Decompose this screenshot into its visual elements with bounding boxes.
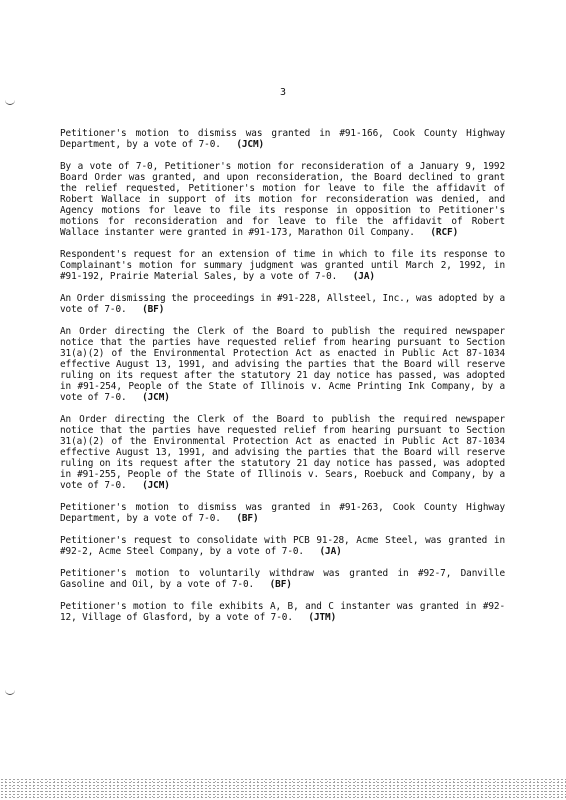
- entry-initials: (JCM): [142, 480, 170, 491]
- entry-text: An Order dismissing the proceedings in #91-228, Allsteel, Inc., was adopted by a vote of 7-0.: [60, 293, 505, 315]
- minutes-entry: [60, 535, 505, 557]
- entry-initials: (JA): [319, 546, 342, 557]
- entry-initials: (BF): [142, 304, 165, 315]
- entry-initials: (BF): [236, 513, 259, 524]
- minutes-body: [60, 128, 505, 634]
- minutes-entry: [60, 326, 505, 403]
- entry-initials: (JCM): [142, 392, 170, 403]
- minutes-entry: [60, 568, 505, 590]
- minutes-entry: [60, 161, 505, 238]
- entry-text: An Order directing the Clerk of the Board to publish the required newspaper notice that the parties have requested relief from hearing pursuant to Section 31(a)(2) of the Environmental Protection Act as enacted in Public Act 87-1034 effective August 13, 1991, and advising the parties that the Board will reserve ruling on its request after the statutory 21 day notice has passed, was adopted in #91-254, People of the State of Illinois v. Acme Printing Ink Company, by a vote of 7-0.: [60, 326, 505, 403]
- minutes-entry: [60, 249, 505, 282]
- entry-initials: (BF): [269, 579, 292, 590]
- scan-mark: [5, 100, 15, 105]
- entry-initials: (JCM): [236, 139, 265, 150]
- entry-initials: (JA): [352, 271, 375, 282]
- entry-text: Petitioner's motion to dismiss was granted in #91-166, Cook County Highway Department, by a vote of 7-0.: [60, 128, 505, 150]
- scan-mark: [5, 690, 15, 695]
- entry-text: By a vote of 7-0, Petitioner's motion for reconsideration of a January 9, 1992 Board Order was granted, and upon reconsideration, the Board declined to grant the relief requested, Petitioner's motion for leave to file the affidavit of Robert Wallace in support of its motion for reconsideration was denied, and Agency motions for leave to file its response in opposition to Petitioner's motions for reconsideration and for leave to file the affidavit of Robert Wallace instanter were granted in #91-173, Marathon Oil Company.: [60, 161, 505, 238]
- minutes-entry: [60, 293, 505, 315]
- entry-text: An Order directing the Clerk of the Board to publish the required newspaper notice that the parties have requested relief from hearing pursuant to Section 31(a)(2) of the Environmental Protection Act as enacted in Public Act 87-1034 effective August 13, 1991, and advising the parties that the Board will reserve ruling on its request after the statutory 21 day notice has passed, was adopted in #91-255, People of the State of Illinois v. Sears, Roebuck and Company, by a vote of 7-0.: [60, 414, 505, 491]
- entry-initials: (JTM): [308, 612, 337, 623]
- entry-text: Respondent's request for an extension of time in which to file its response to Complainant's motion for summary judgment was granted until March 2, 1992, in #91-192, Prairie Material Sales, by a vote of 7-0.: [60, 249, 505, 282]
- entry-initials: (RCF): [430, 227, 459, 238]
- entry-text: Petitioner's motion to voluntarily withdraw was granted in #92-7, Danville Gasoline and Oil, by a vote of 7-0.: [60, 568, 505, 590]
- scan-noise-bottom: [0, 778, 566, 800]
- minutes-entry: [60, 502, 505, 524]
- entry-text: Petitioner's request to consolidate with PCB 91-28, Acme Steel, was granted in #92-2, Acme Steel Company, by a vote of 7-0.: [60, 535, 505, 557]
- minutes-entry: [60, 414, 505, 491]
- scan-noise-top: [0, 4, 566, 12]
- minutes-entry: [60, 128, 505, 150]
- minutes-entry: [60, 601, 505, 623]
- entry-text: Petitioner's motion to dismiss was granted in #91-263, Cook County Highway Department, by a vote of 7-0.: [60, 502, 505, 524]
- page-number: 3: [279, 87, 287, 98]
- entry-text: Petitioner's motion to file exhibits A, B, and C instanter was granted in #92-12, Village of Glasford, by a vote of 7-0.: [60, 601, 505, 623]
